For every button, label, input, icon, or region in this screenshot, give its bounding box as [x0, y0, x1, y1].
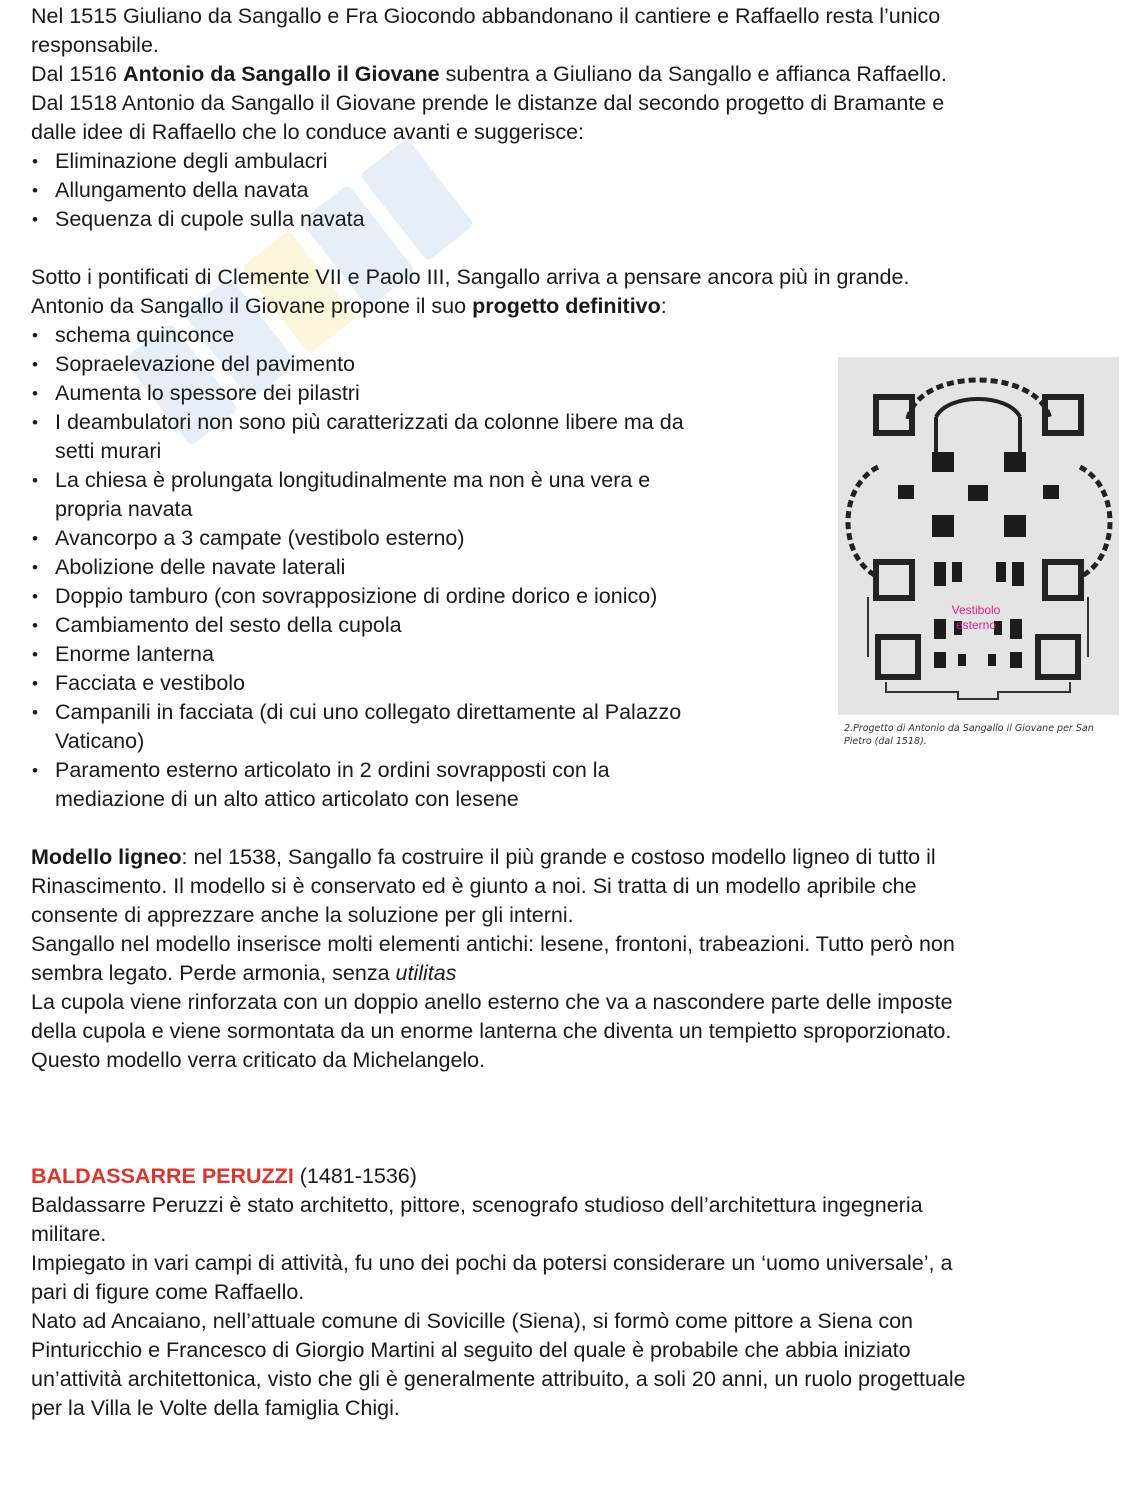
list-item: • schema quinconce	[31, 321, 684, 350]
model-line: Rinascimento. Il modello si è conservato ed è giunto a noi. Si tratta di un modello apribile che	[31, 874, 917, 898]
figure-caption: 2.Progetto di Antonio da Sangallo il Giovane per San Pietro (dal 1518).	[844, 723, 1094, 747]
list-item: • La chiesa è prolungata longitudinalmente ma non è una vera e propria navata	[31, 466, 684, 524]
peruzzi-line: pari di figure come Raffaello.	[31, 1280, 305, 1304]
model-line: Modello ligneo: nel 1538, Sangallo fa costruire il più grande e costoso modello ligneo di tutto il	[31, 845, 936, 869]
list-item: • Avancorpo a 3 campate (vestibolo esterno)	[31, 524, 684, 553]
list-item: • Aumenta lo spessore dei pilastri	[31, 379, 684, 408]
section-title: BALDASSARRE PERUZZI	[31, 1164, 294, 1188]
intro-line: Nel 1515 Giuliano da Sangallo e Fra Giocondo abbandonano il cantiere e Raffaello resta l’unico	[31, 4, 941, 28]
intro-line: dalle idee di Raffaello che lo conduce avanti e suggerisce:	[31, 120, 584, 144]
list-item: • Enorme lanterna	[31, 640, 684, 669]
peruzzi-line: Pinturicchio e Francesco di Giorgio Martini al seguito del quale è probabile che abbia iniziato	[31, 1338, 911, 1362]
list-item: • I deambulatori non sono più caratterizzati da colonne libere ma da setti murari	[31, 408, 684, 466]
intro-line: Dal 1516 Antonio da Sangallo il Giovane subentra a Giuliano da Sangallo e affianca Raffaello.	[31, 62, 947, 86]
list-item: • Cambiamento del sesto della cupola	[31, 611, 684, 640]
peruzzi-line: per la Villa le Volte della famiglia Chigi.	[31, 1396, 400, 1420]
features-list	[31, 321, 684, 814]
list-item: • Doppio tamburo (con sovrapposizione di ordine dorico e ionico)	[31, 582, 684, 611]
intro-line: responsabile.	[31, 33, 159, 57]
modello-ligneo-term: Modello ligneo	[31, 845, 182, 869]
peruzzi-line: Nato ad Ancaiano, nell’attuale comune di Sovicille (Siena), si formò come pittore a Siena con	[31, 1309, 913, 1333]
list-item: • Sopraelevazione del pavimento	[31, 350, 684, 379]
peruzzi-line: un’attività architettonica, visto che gli è generalmente attribuito, a soli 20 anni, un ruolo progettuale	[31, 1367, 966, 1391]
progetto-definitivo: progetto definitivo	[472, 294, 661, 318]
model-line: sembra legato. Perde armonia, senza utilitas	[31, 961, 457, 985]
model-line: Sangallo nel modello inserisce molti elementi antichi: lesene, frontoni, trabeazioni. Tutto però non	[31, 932, 955, 956]
sangallo-name: Antonio da Sangallo il Giovane	[123, 62, 440, 86]
floor-plan-image	[838, 357, 1119, 715]
model-line: La cupola viene rinforzata con un doppio anello esterno che va a nascondere parte delle imposte	[31, 990, 953, 1014]
suggestions-list	[31, 147, 365, 234]
list-item: • Allungamento della navata	[31, 176, 365, 205]
list-item: • Paramento esterno articolato in 2 ordini sovrapposti con la mediazione di un alto attico articolato con lesene	[31, 756, 684, 814]
model-line: Questo modello verra criticato da Michelangelo.	[31, 1048, 486, 1072]
peruzzi-line: Baldassarre Peruzzi è stato architetto, pittore, scenografo studioso dell’architettura ingegneria	[31, 1193, 923, 1217]
list-item: • Eliminazione degli ambulacri	[31, 147, 365, 176]
definitive-line: Sotto i pontificati di Clemente VII e Paolo III, Sangallo arriva a pensare ancora più in grande.	[31, 265, 910, 289]
intro-line: Dal 1518 Antonio da Sangallo il Giovane prende le distanze dal secondo progetto di Bramante e	[31, 91, 945, 115]
list-item: • Abolizione delle navate laterali	[31, 553, 684, 582]
utilitas-term: utilitas	[395, 961, 457, 985]
peruzzi-line: Impiegato in vari campi di attività, fu uno dei pochi da potersi considerare un ‘uomo universale’, a	[31, 1251, 953, 1275]
list-item: • Campanili in facciata (di cui uno collegato direttamente al Palazzo Vaticano)	[31, 698, 684, 756]
definitive-line: Antonio da Sangallo il Giovane propone il suo progetto definitivo:	[31, 294, 667, 318]
list-item: • Facciata e vestibolo	[31, 669, 684, 698]
vestibolo-label: Vestibolo esterno	[951, 603, 1001, 632]
model-line: della cupola e viene sormontata da un enorme lanterna che diventa un tempietto sproporzionato.	[31, 1019, 952, 1043]
peruzzi-line: militare.	[31, 1222, 107, 1246]
peruzzi-heading: BALDASSARRE PERUZZI (1481-1536)	[31, 1164, 417, 1188]
model-line: consente di apprezzare anche la soluzione per gli interni.	[31, 903, 574, 927]
floor-plan-figure	[838, 357, 1119, 755]
list-item: • Sequenza di cupole sulla navata	[31, 205, 365, 234]
